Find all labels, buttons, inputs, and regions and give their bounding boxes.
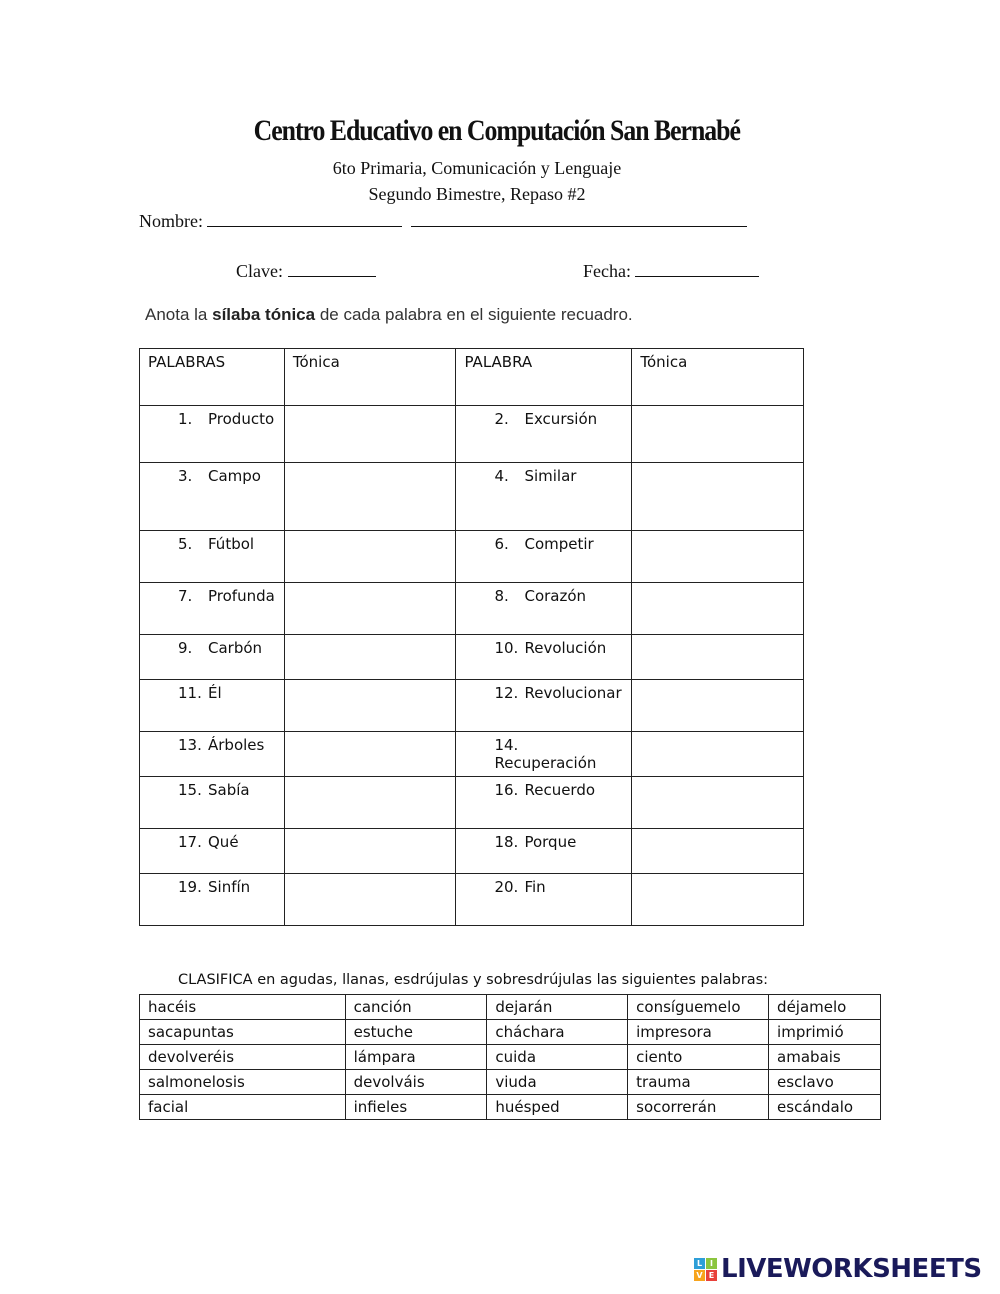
item-number: 19. xyxy=(178,878,202,896)
classify-word-cell: sacapuntas xyxy=(140,1020,346,1045)
header-cell: PALABRAS xyxy=(140,349,285,406)
nombre-label: Nombre: xyxy=(139,211,203,231)
logo-mark-tile: L xyxy=(694,1258,705,1269)
header-cell: Tónica xyxy=(632,349,804,406)
classify-word-cell: infieles xyxy=(345,1095,487,1120)
item-word: Qué xyxy=(208,833,239,851)
item-word: Carbón xyxy=(208,639,263,657)
word-cell xyxy=(140,777,285,829)
tonic-answer-cell[interactable] xyxy=(632,874,804,926)
logo-mark-tile: V xyxy=(694,1270,705,1281)
item-number: 4. xyxy=(494,467,509,485)
classify-row xyxy=(140,1070,881,1095)
classify-instruction: CLASIFICA en agudas, llanas, esdrújulas y sobresdrújulas las siguientes palabras: xyxy=(178,972,769,988)
tonic-answer-cell[interactable] xyxy=(632,406,804,463)
tonic-answer-cell[interactable] xyxy=(284,635,456,680)
table-row xyxy=(140,874,804,926)
instruction-part-1: Anota la xyxy=(145,305,213,324)
item-number: 17. xyxy=(178,833,202,851)
classify-word-cell: devolveréis xyxy=(140,1045,346,1070)
subtitle-grade: 6to Primaria, Comunicación y Lenguaje xyxy=(332,158,622,178)
tonic-answer-cell[interactable] xyxy=(632,531,804,583)
table-row xyxy=(140,583,804,635)
word-cell xyxy=(140,406,285,463)
instruction-bold: sílaba tónica xyxy=(212,305,316,324)
fecha-line[interactable] xyxy=(635,258,759,277)
header-cell: PALABRA xyxy=(456,349,632,406)
word-cell xyxy=(140,463,285,531)
item-number: 15. xyxy=(178,781,202,799)
classify-row xyxy=(140,1020,881,1045)
classify-word-cell: déjamelo xyxy=(769,995,881,1020)
item-number: 14. xyxy=(494,736,519,754)
classify-word-cell: trauma xyxy=(628,1070,769,1095)
page-title: Centro Educativo en Computación San Bernabé xyxy=(253,114,740,147)
classify-word-cell: cuida xyxy=(487,1045,628,1070)
classify-word-cell: socorrerán xyxy=(628,1095,769,1120)
classify-word-cell: ciento xyxy=(628,1045,769,1070)
tonic-answer-cell[interactable] xyxy=(284,406,456,463)
item-word: Porque xyxy=(524,833,577,851)
word-cell xyxy=(456,463,632,531)
classify-word-cell: devolváis xyxy=(345,1070,487,1095)
nombre-field xyxy=(139,208,747,232)
classify-word-cell: salmonelosis xyxy=(140,1070,346,1095)
classify-word-cell: impresora xyxy=(628,1020,769,1045)
item-word: Revolución xyxy=(524,639,607,657)
item-word: Recuperación xyxy=(494,754,597,772)
item-word: Similar xyxy=(524,467,577,485)
item-word: Excursión xyxy=(524,410,598,428)
word-cell xyxy=(456,874,632,926)
item-word: Fin xyxy=(524,878,546,896)
word-cell xyxy=(140,531,285,583)
table-row xyxy=(140,531,804,583)
tonic-answer-cell[interactable] xyxy=(284,583,456,635)
liveworksheets-mark-icon xyxy=(694,1258,717,1281)
item-word: Producto xyxy=(208,410,275,428)
table-header-row xyxy=(140,349,804,406)
subtitle-review: Segundo Bimestre, Repaso #2 xyxy=(368,184,586,204)
word-cell xyxy=(456,732,632,777)
word-cell xyxy=(456,777,632,829)
clave-field xyxy=(236,258,376,282)
item-number: 16. xyxy=(494,781,519,799)
liveworksheets-logo xyxy=(694,1254,982,1284)
word-cell xyxy=(140,583,285,635)
tonic-answer-cell[interactable] xyxy=(632,732,804,777)
table-row xyxy=(140,635,804,680)
item-word: Recuerdo xyxy=(524,781,596,799)
classify-word-cell: cháchara xyxy=(487,1020,628,1045)
clave-line[interactable] xyxy=(288,258,376,277)
classify-word-cell: consíguemelo xyxy=(628,995,769,1020)
item-number: 8. xyxy=(494,587,509,605)
item-number: 11. xyxy=(178,684,202,702)
item-word: Campo xyxy=(208,467,261,485)
item-number: 9. xyxy=(178,639,193,657)
table-row xyxy=(140,406,804,463)
item-number: 5. xyxy=(178,535,193,553)
item-number: 6. xyxy=(494,535,509,553)
classify-word-cell: viuda xyxy=(487,1070,628,1095)
item-number: 2. xyxy=(494,410,509,428)
word-cell xyxy=(140,732,285,777)
classify-word-cell: lámpara xyxy=(345,1045,487,1070)
classify-word-cell: estuche xyxy=(345,1020,487,1045)
classify-row xyxy=(140,1095,881,1120)
nombre-line-1[interactable] xyxy=(207,208,402,227)
table-row xyxy=(140,463,804,531)
table-row xyxy=(140,829,804,874)
item-number: 10. xyxy=(494,639,519,657)
item-number: 12. xyxy=(494,684,519,702)
word-cell xyxy=(140,829,285,874)
tonic-answer-cell[interactable] xyxy=(284,732,456,777)
tonic-answer-cell[interactable] xyxy=(632,680,804,732)
item-word: Árboles xyxy=(208,736,265,754)
item-word: Sinfín xyxy=(208,878,251,896)
classify-word-cell: dejarán xyxy=(487,995,628,1020)
tonic-answer-cell[interactable] xyxy=(632,829,804,874)
item-word: Fútbol xyxy=(208,535,255,553)
tonic-answer-cell[interactable] xyxy=(284,829,456,874)
item-number: 7. xyxy=(178,587,193,605)
tonic-answer-cell[interactable] xyxy=(284,874,456,926)
classify-word-cell: esclavo xyxy=(769,1070,881,1095)
table-row xyxy=(140,680,804,732)
brand-name: LIVEWORKSHEETS xyxy=(721,1254,982,1284)
fecha-field xyxy=(583,258,759,282)
classify-word-cell: escándalo xyxy=(769,1095,881,1120)
clave-label: Clave: xyxy=(236,261,283,281)
logo-mark-tile: I xyxy=(706,1258,717,1269)
word-cell xyxy=(140,874,285,926)
tonic-answer-cell[interactable] xyxy=(632,583,804,635)
nombre-line-2[interactable] xyxy=(411,208,747,227)
tonic-answer-cell[interactable] xyxy=(284,777,456,829)
table-row xyxy=(140,732,804,777)
word-cell xyxy=(456,680,632,732)
word-cell xyxy=(140,680,285,732)
item-word: Revolucionar xyxy=(524,684,622,702)
item-word: Corazón xyxy=(524,587,587,605)
classify-word-cell: amabais xyxy=(769,1045,881,1070)
classify-word-cell: facial xyxy=(140,1095,346,1120)
tonic-answer-cell[interactable] xyxy=(284,680,456,732)
word-cell xyxy=(456,406,632,463)
word-cell xyxy=(456,531,632,583)
classify-row xyxy=(140,995,881,1020)
item-number: 1. xyxy=(178,410,193,428)
classify-word-cell: hacéis xyxy=(140,995,346,1020)
tonic-answer-cell[interactable] xyxy=(632,463,804,531)
instruction-text xyxy=(145,305,633,325)
item-word: Profunda xyxy=(208,587,275,605)
word-cell xyxy=(456,635,632,680)
classify-word-cell: canción xyxy=(345,995,487,1020)
word-cell xyxy=(140,635,285,680)
item-number: 13. xyxy=(178,736,202,754)
tonic-answer-cell[interactable] xyxy=(284,531,456,583)
word-cell xyxy=(456,829,632,874)
item-word: Competir xyxy=(524,535,594,553)
logo-mark-tile: E xyxy=(706,1270,717,1281)
header-cell: Tónica xyxy=(284,349,456,406)
fecha-label: Fecha: xyxy=(583,261,631,281)
tonic-answer-cell[interactable] xyxy=(284,463,456,531)
word-cell xyxy=(456,583,632,635)
classify-word-cell: imprimió xyxy=(769,1020,881,1045)
tonic-answer-cell[interactable] xyxy=(632,635,804,680)
table-row xyxy=(140,777,804,829)
classify-row xyxy=(140,1045,881,1070)
item-number: 3. xyxy=(178,467,193,485)
item-word: Él xyxy=(208,684,222,702)
item-number: 20. xyxy=(494,878,519,896)
item-word: Sabía xyxy=(208,781,250,799)
tonic-syllable-table xyxy=(139,348,804,926)
classify-table xyxy=(139,994,881,1120)
item-number: 18. xyxy=(494,833,519,851)
tonic-answer-cell[interactable] xyxy=(632,777,804,829)
classify-word-cell: huésped xyxy=(487,1095,628,1120)
instruction-part-2: de cada palabra en el siguiente recuadro. xyxy=(315,305,633,324)
